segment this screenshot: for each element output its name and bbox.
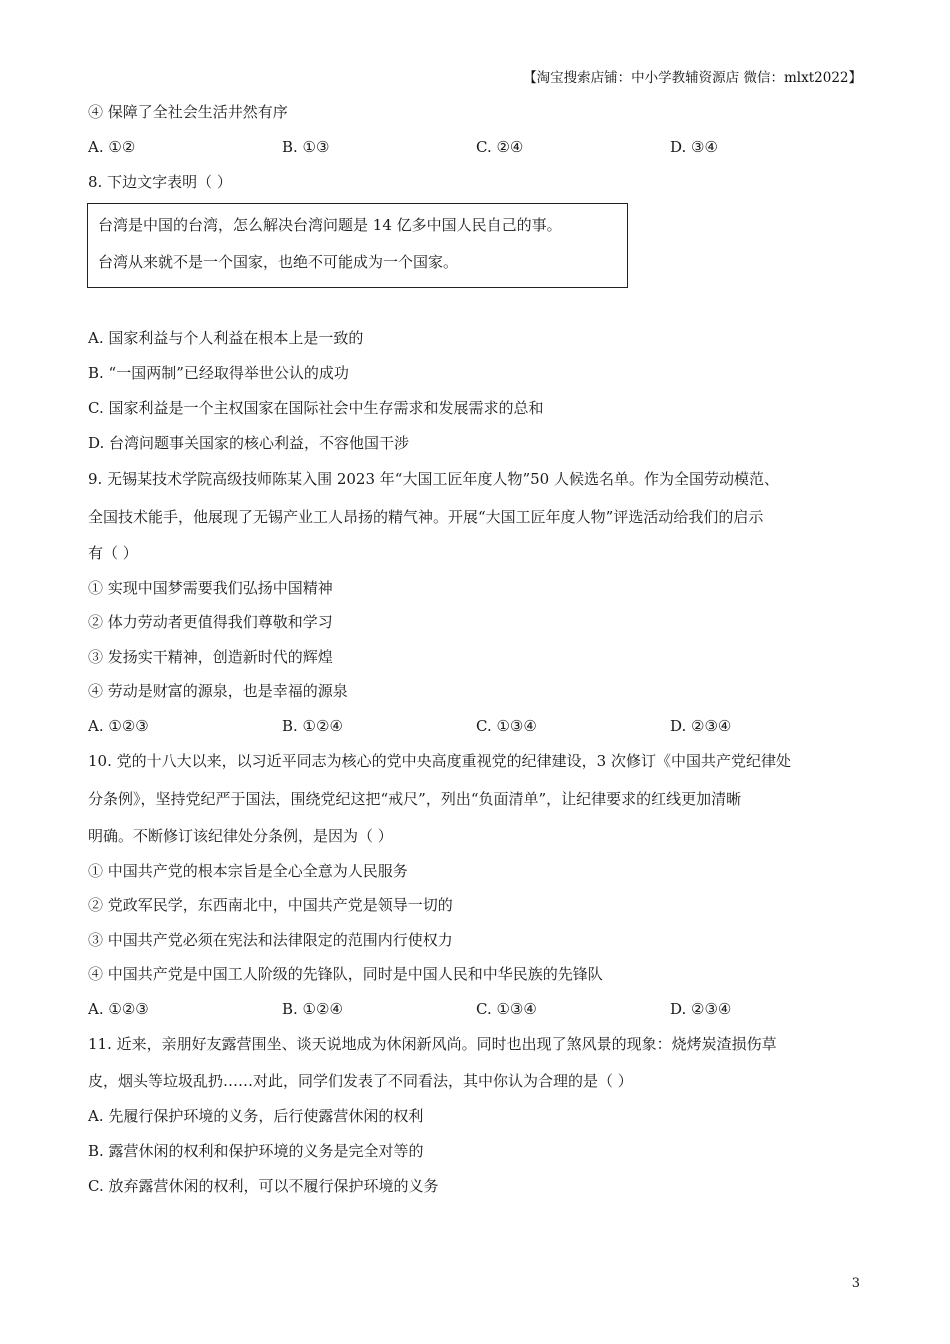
q7-option-c: C. ②④ bbox=[476, 138, 524, 156]
q8-material-line-1: 台湾是中国的台湾，怎么解决台湾问题是 14 亿多中国人民自己的事。 bbox=[98, 216, 562, 234]
q11-choice-b: B. 露营休闲的权利和保护环境的义务是完全对等的 bbox=[88, 1142, 424, 1160]
q7-option-b: B. ①③ bbox=[282, 138, 330, 156]
q11-stem-line-2: 皮，烟头等垃圾乱扔……对此，同学们发表了不同看法，其中你认为合理的是（ ） bbox=[88, 1072, 633, 1090]
q10-option-c: C. ①③④ bbox=[476, 1000, 537, 1018]
q10-stem-line-2: 分条例》，坚持党纪严于国法，围绕党纪这把“戒尺”，列出“负面清单”，让纪律要求的红线更加清晰 bbox=[88, 790, 742, 808]
q7-option-d: D. ③④ bbox=[670, 138, 718, 156]
q9-stem-line-1: 9. 无锡某技术学院高级技师陈某入围 2023 年“大国工匠年度人物”50 人候选名单。作为全国劳动模范、 bbox=[88, 470, 779, 488]
q8-choice-c: C. 国家利益是一个主权国家在国际社会中生存需求和发展需求的总和 bbox=[88, 399, 544, 417]
q9-item-2: ② 体力劳动者更值得我们尊敬和学习 bbox=[88, 613, 333, 631]
q10-item-3: ③ 中国共产党必须在宪法和法律限定的范围内行使权力 bbox=[88, 931, 453, 949]
q10-option-d: D. ②③④ bbox=[670, 1000, 732, 1018]
q11-choice-c: C. 放弃露营休闲的权利，可以不履行保护环境的义务 bbox=[88, 1177, 439, 1195]
q10-stem-line-3: 明确。不断修订该纪律处分条例，是因为（ ） bbox=[88, 827, 393, 845]
q10-option-b: B. ①②④ bbox=[282, 1000, 343, 1018]
q9-stem-line-2: 全国技术能手，他展现了无锡产业工人昂扬的精气神。开展“大国工匠年度人物”评选活动给我们的启示 bbox=[88, 508, 764, 526]
q8-choice-a: A. 国家利益与个人利益在根本上是一致的 bbox=[88, 329, 364, 347]
q9-item-1: ① 实现中国梦需要我们弘扬中国精神 bbox=[88, 579, 333, 597]
q9-item-4: ④ 劳动是财富的源泉，也是幸福的源泉 bbox=[88, 682, 348, 700]
q10-item-2: ② 党政军民学，东西南北中，中国共产党是领导一切的 bbox=[88, 896, 453, 914]
q10-item-1: ① 中国共产党的根本宗旨是全心全意为人民服务 bbox=[88, 862, 408, 880]
q9-option-c: C. ①③④ bbox=[476, 717, 537, 735]
q11-stem-line-1: 11. 近来，亲朋好友露营围坐、谈天说地成为休闲新风尚。同时也出现了煞风景的现象：烧烤炭渣损伤草 bbox=[88, 1035, 777, 1053]
q8-stem: 8. 下边文字表明（ ） bbox=[88, 173, 232, 191]
page-header-source: 【淘宝搜索店铺：中小学教辅资源店 微信：mlxt2022】 bbox=[523, 70, 862, 86]
q9-option-b: B. ①②④ bbox=[282, 717, 343, 735]
page-number: 3 bbox=[851, 1276, 860, 1291]
q9-option-d: D. ②③④ bbox=[670, 717, 732, 735]
q10-item-4: ④ 中国共产党是中国工人阶级的先锋队，同时是中国人民和中华民族的先锋队 bbox=[88, 965, 603, 983]
q9-option-a: A. ①②③ bbox=[88, 717, 149, 735]
q10-stem-line-1: 10. 党的十八大以来，以习近平同志为核心的党中央高度重视党的纪律建设，3 次修订《中国共产党纪律处 bbox=[88, 752, 791, 770]
q7-item-4: ④ 保障了全社会生活井然有序 bbox=[88, 103, 288, 121]
q11-choice-a: A. 先履行保护环境的义务，后行使露营休闲的权利 bbox=[88, 1107, 424, 1125]
q10-option-a: A. ①②③ bbox=[88, 1000, 149, 1018]
q8-material-line-2: 台湾从来就不是一个国家，也绝不可能成为一个国家。 bbox=[98, 253, 459, 271]
q8-material-box bbox=[87, 203, 628, 288]
q9-stem-line-3: 有（ ） bbox=[88, 544, 138, 562]
q8-choice-d: D. 台湾问题事关国家的核心利益，不容他国干涉 bbox=[88, 434, 410, 452]
q8-choice-b: B. “一国两制”已经取得举世公认的成功 bbox=[88, 364, 349, 382]
q7-option-a: A. ①② bbox=[88, 138, 136, 156]
q9-item-3: ③ 发扬实干精神，创造新时代的辉煌 bbox=[88, 648, 333, 666]
